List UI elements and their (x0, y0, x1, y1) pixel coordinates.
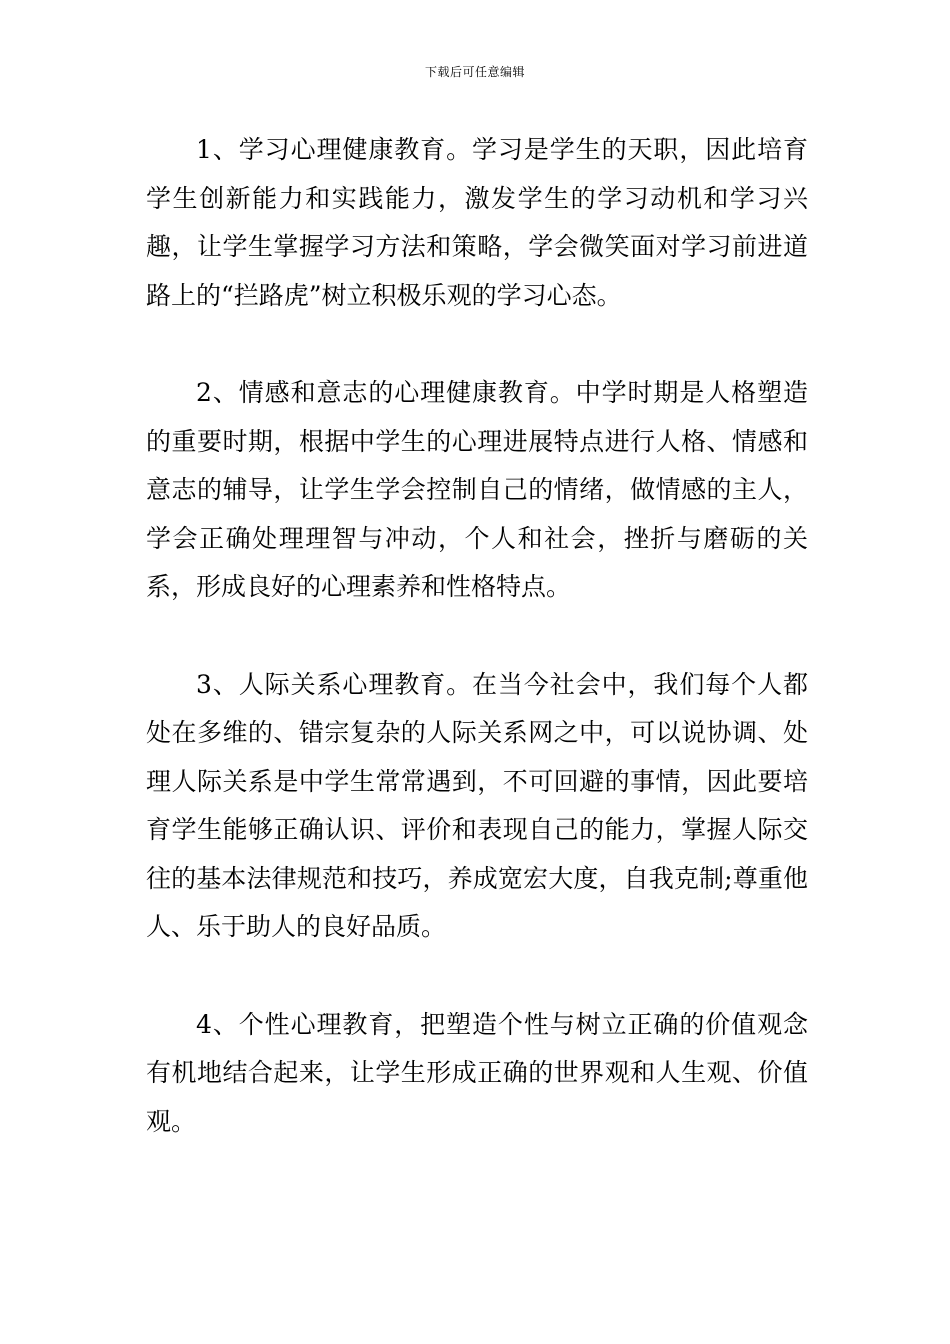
paragraph-1: 1、学习心理健康教育。学习是学生的天职，因此培育学生创新能力和实践能力，激发学生的学习动机和学习兴趣，让学生掌握学习方法和策略，学会微笑面对学习前进道路上的“拦路虎”树立积极乐观的学习心态。 (146, 135, 808, 310)
paragraph-4: 4、个性心理教育，把塑造个性与树立正确的价值观念有机地结合起来，让学生形成正确的世界观和人生观、价值观。 (146, 1009, 808, 1136)
paragraph-2: 2、情感和意志的心理健康教育。中学时期是人格塑造的重要时期，根据中学生的心理进展特点进行人格、情感和意志的辅导，让学生学会控制自己的情绪，做情感的主人，学会正确处理理智与冲动，个人和社会，挫折与磨砺的关系，形成良好的心理素养和性格特点。 (146, 378, 808, 601)
page-header: 下载后可任意编辑 (424, 65, 525, 79)
document-body (146, 126, 808, 1146)
paragraph-3: 3、人际关系心理教育。在当今社会中，我们每个人都处在多维的、错宗复杂的人际关系网之中，可以说协调、处理人际关系是中学生常常遇到，不可回避的事情，因此要培育学生能够正确认识、评价和表现自己的能力，掌握人际交往的基本法律规范和技巧，养成宽宏大度，自我克制;尊重他人、乐于助人的良好品质。 (146, 669, 808, 941)
